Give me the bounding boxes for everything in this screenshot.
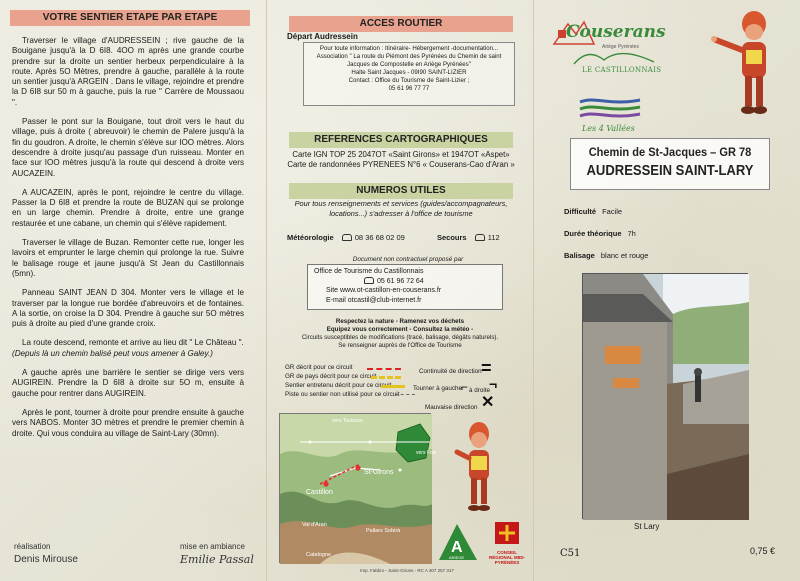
step-paragraph: La route descend, remonte et arrive au lieu dit " Le Château ".	[22, 338, 244, 348]
brand-logos	[554, 10, 684, 133]
access-line: Halte Saint Jacques - 09I90 SAINT-LIZIER	[351, 69, 467, 77]
credit-realisation	[14, 542, 78, 565]
map-label-castillon: Castillon	[306, 489, 333, 496]
respect-line: Equipez vous correctement - Consultez la météo -	[326, 326, 474, 333]
legend-sentier: Sentier entretenu décrit pour ce circuit	[285, 382, 392, 389]
legend-gr-pays-line	[371, 376, 401, 379]
phone-icon	[475, 234, 485, 241]
office-website: Site www.ot-castillon-en-couserans.fr	[326, 287, 442, 294]
brand-couserans: Couserans	[566, 22, 666, 42]
step-paragraph: Après le pont, tourner à droite pour prendre ensuite à gauche vers NABOS. Monter 3O mètres et prendre le premier chemin à droite. Qui vous conduira au village de Saint-Lary (30mn).	[12, 407, 244, 438]
legend-mauvaise: Mauvaise direction	[425, 404, 478, 411]
section-title-refs: REFERENCES CARTOGRAPHIQUES	[289, 132, 513, 148]
brand-couserans-sub: Ariège Pyrénées	[602, 44, 639, 50]
panel-cover	[533, 0, 800, 581]
section-title-steps: VOTRE SENTIER ETAPE PAR ETAPE	[10, 10, 250, 26]
pilgrim-pointing-mascot-icon	[710, 8, 780, 120]
map-legend	[285, 358, 525, 416]
village-photo-image	[583, 274, 749, 520]
respect-line: Respectez la nature - Ramenez vos déchets	[335, 318, 465, 325]
steps-text	[12, 36, 244, 448]
area-map-graphic	[280, 414, 437, 564]
map-label-st-girons: St-Girons	[364, 469, 394, 476]
legend-gr: GR décrit pour ce circuit	[285, 364, 353, 371]
departure-label: Départ Audressein	[287, 32, 358, 41]
step-note: (Depuis là un chemin balisé peut vous amener à Galey.)	[12, 348, 213, 358]
credit-ambiance	[180, 542, 254, 566]
document-note: Document non contractuel proposé par	[352, 256, 464, 263]
office-phone: 05 61 96 72 64	[377, 277, 424, 285]
marking-row	[564, 251, 648, 260]
numbers-intro: Pour tous renseignements et services (guides/accompagnateurs, locations...) s'adresser à l'office de tourisme	[294, 199, 508, 218]
trail-subtitle: Chemin de St-Jacques – GR 78	[588, 145, 752, 159]
imprint: Imp. Fabbro - Saint-Girons - RC A 307 257 317	[360, 568, 454, 573]
step-paragraph: A gauche après une barrière le sentier se dirige vers vers AUGIREIN. Prendre la D 6I8 à droite sur 5O m, ensuite à gauche pour rentrer dans AUGIREIN.	[12, 368, 244, 398]
conseil-regional-logo	[489, 522, 525, 564]
map-label-catalogne: Catalogne	[306, 552, 332, 558]
secours-number: 112	[487, 233, 500, 242]
step-paragraph: Traverser le village d'AUDRESSEIN ; rive gauche de la Bouigane jusqu'à la D 6I8. 4OO m après une grande courbe prendre sur la droite un sentier herbeux perpendiculaire à la route. Après 5O Mètres, prendre à gauche, parallèle à la route un sentier jusqu'à ARGEIN . Dans le village, rejoindre et prendre la D 6I8 sur 50 m à gauche, puis la rue " Carrère de Moussaou ".	[12, 36, 244, 107]
legend-gauche: Tourner à gauche	[413, 385, 463, 392]
castillonnais-hills-icon	[574, 50, 654, 64]
tourism-office-box	[307, 264, 503, 310]
trail-title-box	[570, 138, 770, 190]
access-line: Pour toute information : Itinéraire- Hébergement -documentation...	[319, 45, 499, 52]
panel-practical-info	[266, 0, 533, 581]
respect-line: Circuits susceptibles de modifications (tracé, balisage, dégâts naturels).	[301, 334, 499, 341]
duration-label: Durée théorique	[564, 229, 622, 238]
area-map	[279, 413, 437, 563]
village-photo	[582, 273, 748, 519]
difficulty-label: Difficulté	[564, 207, 597, 216]
access-line: Contact : Office du Tourisme de Saint-Lizier ;	[348, 77, 470, 85]
secours-row	[437, 233, 500, 242]
marking-label: Balisage	[564, 251, 595, 260]
legend-sentier-line	[381, 385, 405, 388]
wrong-way-symbol: ✕	[481, 394, 495, 411]
brand-vallees: Les 4 Vallées	[582, 124, 635, 133]
section-title-numbers: NUMEROS UTILES	[289, 183, 513, 199]
turn-left-symbol: ⌐	[461, 380, 469, 394]
legend-continuite: Continuité de direction	[419, 368, 482, 375]
access-line: Jacques de Compostelle en Ariège Pyrénées"	[347, 61, 471, 69]
duration-value: 7h	[627, 229, 636, 238]
phone-icon	[342, 234, 352, 241]
ariege-logo	[437, 522, 479, 562]
ref-line: Carte de randonnées PYRENEES N°6 « Couserans-Cao d'Aran »	[287, 160, 515, 170]
credit-label: réalisation	[14, 542, 51, 551]
difficulty-value: Facile	[602, 207, 623, 216]
map-label-foix: vers Foix	[416, 450, 437, 456]
office-name: Office de Tourisme du Castillonnais	[314, 268, 424, 275]
map-references	[281, 150, 521, 170]
office-email: E-mail otcastil@club-internet.fr	[326, 296, 422, 304]
meteo-label: Météorologie	[287, 233, 334, 242]
marking-value: blanc et rouge	[600, 251, 649, 260]
respect-notice	[281, 318, 519, 350]
secours-label: Secours	[437, 233, 467, 242]
step-paragraph: A AUCAZEIN, après le pont, rejoindre le centre du village. Passer la D 6I8 et prendre la route de BUZAN qui se prolonge en un large chemin. Prendre à droite, entre une grange restaurée et une cabane, un chemin qui s'élève rapidement.	[12, 187, 244, 228]
credit-signature: Emilie Passal	[180, 553, 254, 566]
step-paragraph: Traverser le village de Buzan. Remonter cette rue, longer les lavoirs et emprunter le large chemin qui prolonge la rue. Suivre le balisage rouge et jaune jusqu'à St Jean du Castillonnais (5mn).	[12, 238, 244, 278]
legend-piste: Piste ou sentier non utilisé pour ce circuit	[285, 391, 400, 398]
continuity-symbol: =	[481, 358, 492, 378]
access-line: 05 61 96 77 77	[388, 85, 430, 93]
vallees-stripes-icon	[580, 96, 640, 122]
credit-label: mise en ambiance	[180, 542, 245, 551]
brand-castillonnais: LE CASTILLONNAIS	[582, 66, 662, 74]
photo-caption: St Lary	[634, 522, 660, 531]
occitan-cross-icon	[495, 522, 519, 544]
ref-line: Carte IGN TOP 25 2047OT «Saint Girons» et 1947OT «Aspet»	[292, 150, 510, 159]
meteo-row	[287, 233, 405, 242]
legend-gr-line	[367, 368, 401, 370]
legend-gr-pays: GR de pays décrit pour ce circuit	[285, 373, 377, 380]
duration-row	[564, 229, 636, 238]
map-label-pallars: Pallars Sobirà	[366, 528, 401, 534]
conseil-regional-text: CONSEIL RÉGIONAL MIDI-PYRÉNÉES	[489, 550, 525, 565]
legend-piste-line	[395, 394, 415, 395]
pilgrim-mascot-icon	[457, 420, 501, 516]
difficulty-row	[564, 207, 622, 216]
respect-line: Se renseigner auprès de l'Office de Tourisme	[338, 342, 462, 349]
phone-icon	[364, 277, 374, 284]
brochure-price: 0,75 €	[750, 546, 776, 556]
panel-trail-steps	[0, 0, 266, 581]
trail-title: AUDRESSEIN SAINT-LARY	[586, 163, 754, 179]
ariege-logo-letter: A	[451, 539, 463, 556]
section-title-access: ACCES ROUTIER	[289, 16, 513, 32]
turn-right-symbol: ¬	[489, 376, 498, 392]
ariege-logo-text: ARIEGE	[449, 555, 465, 560]
legend-droite: à droite	[469, 387, 491, 394]
credit-name: Denis Mirouse	[14, 554, 78, 565]
step-paragraph: Panneau SAINT JEAN D 304. Monter vers le village et le traverser par la longue rue bordée d'abreuvoirs et de fontaines. A la sortie, on croise la D 304. Prendre à gauche sur 5O mètres puis à droite au pied d'une grande croix.	[12, 288, 244, 329]
brochure-code: C51	[560, 548, 581, 559]
access-line: Association " La route du Piémont des Pyrénées du Chemin de saint	[316, 53, 502, 61]
map-label-val-aran: Val d'Aran	[302, 522, 327, 528]
access-info-box	[303, 42, 515, 106]
meteo-number: 08 36 68 02 09	[354, 233, 405, 242]
step-paragraph: Passer le pont sur la Bouigane, tout droit vers le haut du village, puis à droite ( abreuvoir) le chemin de Palere jusqu'à la fin du goudron. A droite, le chemin s'élève sur IOO mètres. Alors descendre à droite jusqu'au passage d'un ruisseau. Monter en face sur IOO mètres jusqu'à la route qui descend à droite vers AUCAZEIN.	[12, 117, 244, 178]
map-label-toulouse: vers Toulouse	[332, 418, 363, 424]
